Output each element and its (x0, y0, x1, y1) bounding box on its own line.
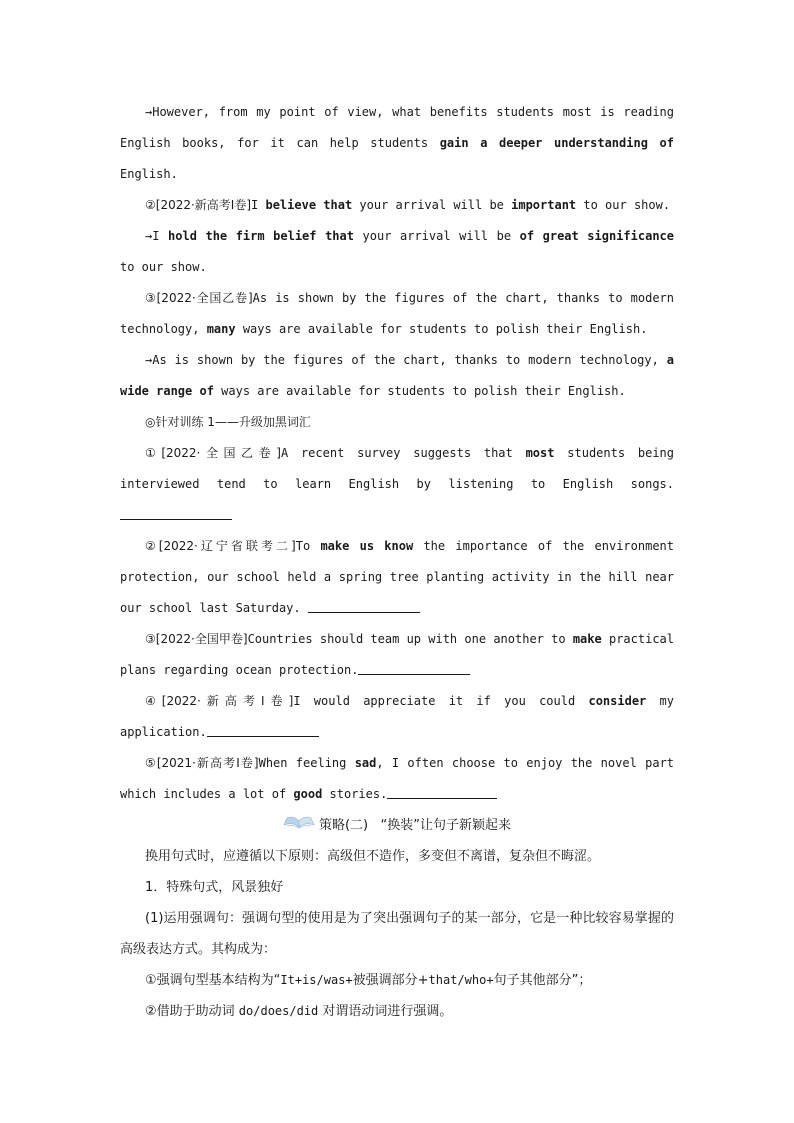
example-original-3 (120, 283, 674, 345)
bold-phrase: make (572, 632, 602, 646)
text: 句子其他部分”； (493, 973, 592, 988)
text: English. (120, 167, 178, 181)
rule-2 (120, 996, 674, 1027)
text: ways are available for students to polish their English. (213, 384, 626, 398)
page-content (120, 97, 674, 1027)
text: When feeling (258, 756, 355, 770)
open-book-icon (283, 810, 315, 841)
formula: It+is/was+ (280, 973, 353, 987)
bold-phrase: of great significance (519, 229, 674, 243)
source-tag: ③[2022·全国乙卷] (145, 291, 253, 305)
text: to our show. (120, 260, 207, 274)
formula: that/who+ (428, 973, 494, 987)
text: practical plans regarding ocean protection. (120, 632, 674, 677)
training-title: ◎针对训练 1——升级加黑词汇 (145, 415, 311, 429)
answer-blank[interactable] (387, 784, 497, 799)
text: to our show. (576, 198, 671, 212)
bold-phrase: many (206, 322, 236, 336)
training-question-5 (120, 748, 674, 810)
source-tag: ⑤[2021·新高考Ⅰ卷] (145, 756, 259, 770)
text: my application. (120, 694, 674, 739)
example-upgrade-3 (120, 345, 674, 407)
strategy-title: “换装”让句子新颖起来 (380, 818, 512, 833)
text: the importance of the environment protection, our school held a spring tree planting activity in the hill near our school last Saturday. (120, 539, 674, 615)
bold-phrase: gain a deeper understanding of (439, 136, 674, 150)
text: stories. (322, 787, 388, 801)
training-question-4 (120, 686, 674, 748)
strategy-intro: 换用句式时，应遵循以下原则：高级但不造作，多变但不离谱，复杂但不晦涩。 (145, 849, 601, 864)
bold-phrase: important (511, 198, 577, 212)
text: Countries should team up with one another to (247, 632, 573, 646)
bold-phrase: consider (588, 694, 647, 708)
source-tag: ②[2022·新高考Ⅰ卷] (145, 198, 252, 212)
text: ways are available for students to polish their English. (235, 322, 648, 336)
answer-blank[interactable] (120, 505, 232, 520)
text: your arrival will be (353, 229, 520, 243)
bold-phrase: most (525, 446, 555, 460)
text: 对谓语动词进行强调。 (318, 1004, 453, 1019)
source-tag: ①[2022·全国乙卷] (145, 446, 281, 460)
strategy-heading (120, 810, 674, 841)
training-question-2 (120, 531, 674, 624)
rule-1 (120, 965, 674, 996)
training-question-3 (120, 624, 674, 686)
text: I (251, 198, 266, 212)
source-tag: ③[2022·全国甲卷] (145, 632, 248, 646)
text: I would appreciate it if you could (293, 694, 589, 708)
bold-phrase: sad (354, 756, 377, 770)
example-original-2 (120, 190, 674, 221)
example-upgrade-1 (120, 97, 674, 190)
bold-phrase: believe that (265, 198, 353, 212)
text: , I often choose to enjoy the novel part which includes a lot of (120, 756, 675, 801)
source-tag: ②[2022·辽宁省联考二] (145, 539, 296, 553)
formula: do/does/did (238, 1004, 319, 1018)
strategy-label: 策略(二) (318, 818, 369, 833)
text: ①强调句型基本结构为“ (145, 973, 281, 988)
text: To (295, 539, 321, 553)
bold-phrase: hold the firm belief that (168, 229, 354, 243)
text: students being interviewed tend to learn English by listening to English songs. (120, 446, 674, 491)
text: ②借助于助动词 (145, 1004, 239, 1019)
answer-blank[interactable] (358, 660, 470, 675)
answer-blank[interactable] (308, 598, 420, 613)
text: your arrival will be (352, 198, 512, 212)
training-question-1 (120, 438, 674, 531)
text: →As is shown by the figures of the chart, thanks to modern technology, (145, 353, 667, 367)
text: →I (145, 229, 169, 243)
text: 被强调部分+ (352, 973, 429, 988)
text: →However, from my point of view, what benefits students most is reading English books, for it can help students (120, 105, 674, 150)
section-1-1: (1)运用强调句：强调句型的使用是为了突出强调句子的某一部分，它是一种比较容易掌握的高级表达方式。其构成为： (120, 911, 674, 957)
bold-phrase: make us know (320, 539, 414, 553)
answer-blank[interactable] (207, 722, 319, 737)
source-tag: ④[2022·新高考Ⅰ卷] (145, 694, 294, 708)
text: A recent survey suggests that (280, 446, 526, 460)
bold-phrase: good (293, 787, 323, 801)
example-upgrade-2 (120, 221, 674, 283)
section-1-title: 1．特殊句式，风景独好 (145, 880, 284, 895)
text: As is shown by the figures of the chart, thanks to modern technology, (120, 291, 674, 336)
bold-phrase: a wide range of (120, 353, 674, 398)
